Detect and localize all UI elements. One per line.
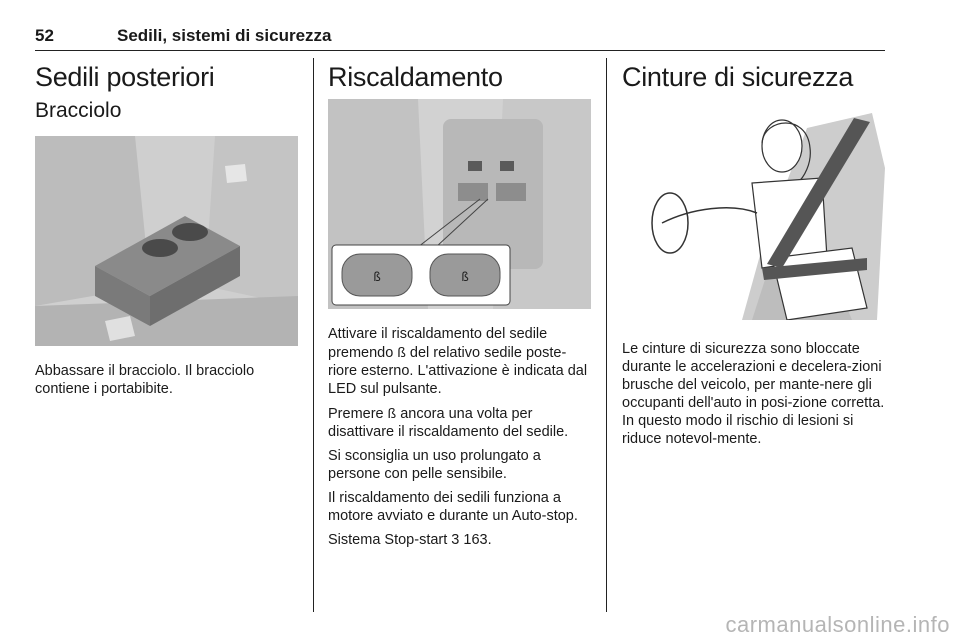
watermark: carmanualsonline.info bbox=[725, 612, 950, 637]
column-divider bbox=[606, 58, 607, 612]
text-run: Sistema Stop-start bbox=[328, 532, 452, 548]
subsection-title: Bracciolo bbox=[35, 99, 122, 122]
seat-belt-illustration bbox=[622, 108, 885, 320]
reference-arrow-icon: 3 bbox=[451, 532, 460, 548]
body-paragraph: Si sconsiglia un uso prolungato a persone con pelle sensibile. bbox=[328, 448, 541, 482]
body-paragraph: Le cinture di sicurezza sono bloccate durante le accelerazioni e decelera-zioni brusche del veicolo, per mante-nere gli occupanti dell'auto in posi-zione corretta. In questo modo il rischio di lesioni si riduce notevol-mente. bbox=[622, 341, 885, 447]
page-number: 52 bbox=[35, 26, 54, 45]
body-paragraph bbox=[328, 325, 591, 398]
column-seat-belts bbox=[622, 58, 885, 454]
seat-heating-icon: ß bbox=[387, 405, 397, 421]
column-rear-seats bbox=[35, 58, 298, 404]
text-run: Premere bbox=[328, 406, 388, 422]
column-divider bbox=[313, 58, 314, 612]
page-header bbox=[35, 20, 885, 51]
armrest-illustration bbox=[35, 136, 298, 346]
body-paragraph: Il riscaldamento dei sedili funziona a motore avviato e durante un Auto-stop. bbox=[328, 490, 578, 524]
body-paragraph: Abbassare il bracciolo. Il bracciolo contiene i portabibite. bbox=[35, 363, 255, 397]
seat-heating-buttons-illustration bbox=[328, 99, 591, 309]
svg-text:ß: ß bbox=[373, 270, 381, 284]
section-title: Sedili posteriori bbox=[35, 62, 215, 92]
svg-text:ß: ß bbox=[461, 270, 469, 284]
section-title: Cinture di sicurezza bbox=[622, 62, 854, 92]
body-paragraph bbox=[328, 404, 591, 441]
seat-heating-icon: ß bbox=[397, 344, 406, 360]
column-heating bbox=[328, 58, 591, 555]
chapter-title: Sedili, sistemi di sicurezza bbox=[117, 26, 332, 45]
body-paragraph bbox=[328, 531, 591, 549]
page-reference: 163. bbox=[459, 532, 492, 548]
text-run: Attivare il riscaldamento del sedile premendo bbox=[328, 326, 548, 361]
section-title: Riscaldamento bbox=[328, 62, 503, 92]
text-run: ancora una volta per disattivare il riscaldamento del sedile. bbox=[328, 406, 569, 440]
text-run: del relativo sedile poste-riore esterno. L'attivazione è indicata dal LED sul pulsante. bbox=[328, 345, 588, 397]
